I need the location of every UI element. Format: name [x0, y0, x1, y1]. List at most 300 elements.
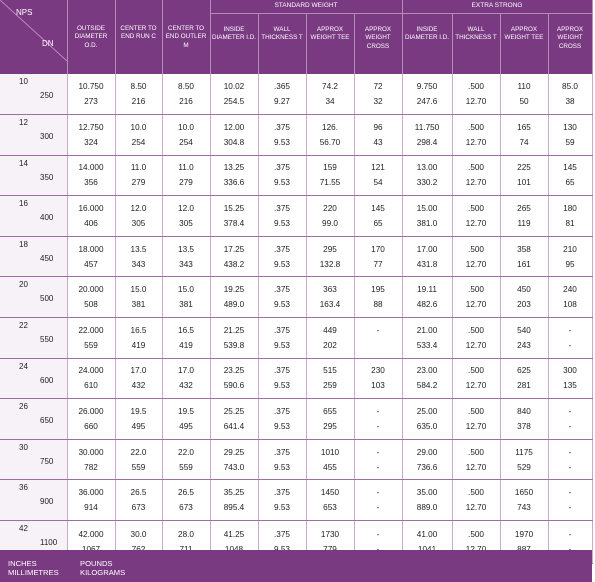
m-cell [162, 74, 210, 115]
od-cell [67, 399, 115, 440]
imperial-value: 17.0 [130, 366, 147, 376]
xcross-cell [548, 277, 592, 318]
metric-value: 559 [179, 462, 193, 472]
imperial-value: 170 [371, 244, 385, 254]
imperial-value: 17.25 [223, 244, 245, 254]
metric-value: 54 [373, 178, 383, 188]
imperial-value: .375 [274, 163, 290, 173]
table-row [0, 399, 592, 440]
xtee-cell [500, 358, 548, 399]
scross-cell [354, 74, 402, 115]
imperial-value: 42.000 [78, 530, 104, 540]
metric-value: 356 [84, 178, 98, 188]
od-cell [67, 155, 115, 196]
od-cell [67, 115, 115, 156]
metric-value: 482.6 [416, 300, 438, 310]
scross-cell [354, 196, 402, 237]
imperial-value: .500 [468, 488, 484, 498]
imperial-value: 24.000 [78, 366, 104, 376]
xid-cell [402, 155, 452, 196]
metric-value: 895.4 [223, 503, 245, 513]
m-cell [162, 115, 210, 156]
metric-value: 12.70 [465, 300, 487, 310]
xid-cell [402, 480, 452, 521]
imperial-value: 12.750 [78, 122, 104, 132]
xid-cell [402, 236, 452, 277]
metric-value: 743 [517, 503, 531, 513]
imperial-value: - [376, 488, 380, 498]
imperial-value: 110 [517, 82, 531, 92]
stee-cell [306, 196, 354, 237]
sid-cell [210, 155, 258, 196]
metric-value: 95 [565, 259, 575, 269]
imperial-value: 36.000 [78, 488, 104, 498]
imperial-value: 240 [563, 285, 577, 295]
imperial-value: 540 [517, 325, 531, 335]
xs-cross-header: APPROX WEIGHT CROSS [548, 14, 592, 75]
table-body [0, 74, 592, 564]
imperial-value: 25.00 [416, 407, 438, 417]
xcross-cell [548, 399, 592, 440]
imperial-value: .500 [468, 447, 484, 457]
swt-cell [258, 480, 306, 521]
imperial-value: 22.000 [78, 325, 104, 335]
dn-value: 650 [40, 416, 54, 426]
imperial-value: 22.0 [178, 447, 194, 457]
xcross-cell [548, 196, 592, 237]
metric-value: 610 [84, 381, 98, 391]
metric-value: 56.70 [319, 137, 341, 147]
m-cell [162, 236, 210, 277]
metric-value: 529 [517, 462, 531, 472]
imperial-value: 17.0 [178, 366, 194, 376]
metric-value: 304.8 [223, 137, 245, 147]
metric-value: 381.0 [416, 219, 438, 229]
imperial-value: 14.000 [78, 163, 104, 173]
xid-cell [402, 277, 452, 318]
nps-value: 26 [19, 402, 28, 412]
metric-value: 590.6 [223, 381, 245, 391]
standard-weight-header: STANDARD WEIGHT [210, 0, 402, 14]
stee-cell [306, 439, 354, 480]
dn-value: 750 [40, 456, 54, 466]
imperial-value: 1970 [514, 530, 534, 540]
imperial-value: 9.750 [416, 82, 438, 92]
table-row [0, 115, 592, 156]
size-cell [0, 358, 67, 399]
dn-label: DN [42, 39, 54, 48]
stee-cell [306, 236, 354, 277]
imperial-value: .375 [274, 447, 290, 457]
imperial-value: 210 [563, 244, 577, 254]
metric-value: 65 [373, 219, 383, 229]
dn-value: 250 [40, 91, 54, 100]
metric-value: 12.70 [465, 137, 487, 147]
xwt-cell [452, 196, 500, 237]
imperial-value: 35.00 [416, 488, 438, 498]
xwt-cell [452, 358, 500, 399]
dn-value: 350 [40, 172, 54, 182]
size-cell [0, 196, 67, 237]
metric-value: 455 [323, 462, 337, 472]
imperial-value: 11.0 [130, 163, 147, 173]
metric-value: 324 [84, 137, 98, 147]
xtee-cell [500, 236, 548, 277]
m-cell [162, 358, 210, 399]
stee-cell [306, 277, 354, 318]
stee-cell [306, 318, 354, 359]
m-cell [162, 480, 210, 521]
nps-value: 10 [19, 77, 28, 86]
metric-value: 9.53 [274, 300, 290, 310]
metric-value: 12.70 [465, 422, 487, 432]
metric-value: 495 [131, 422, 146, 432]
metric-value: 378 [517, 422, 531, 432]
xwt-cell [452, 439, 500, 480]
metric-value: 81 [565, 219, 575, 229]
swt-cell [258, 196, 306, 237]
metric-value: 432 [131, 381, 146, 391]
metric-value: - [568, 462, 572, 472]
metric-value: 12.70 [465, 381, 487, 391]
m-cell [162, 196, 210, 237]
xid-cell [402, 439, 452, 480]
imperial-value: 450 [517, 285, 531, 295]
metric-value: 438.2 [223, 259, 245, 269]
imperial-value: 515 [323, 366, 337, 376]
imperial-value: 85.0 [562, 82, 578, 92]
metric-value: 295 [323, 422, 337, 432]
xwt-cell [452, 399, 500, 440]
scross-cell [354, 439, 402, 480]
sid-cell [210, 236, 258, 277]
imperial-value: 26.5 [130, 488, 147, 498]
metric-value: 419 [131, 340, 146, 350]
c-cell [115, 358, 162, 399]
imperial-value: 19.11 [417, 285, 437, 295]
imperial-value: .500 [468, 366, 484, 376]
metric-value: 254 [179, 137, 193, 147]
inches-label: INCHES [8, 559, 37, 568]
imperial-value: .500 [468, 244, 484, 254]
m-cell [162, 439, 210, 480]
metric-value: 216 [179, 97, 193, 107]
xtee-cell [500, 480, 548, 521]
metric-value: 330.2 [416, 178, 438, 188]
xtee-cell [500, 399, 548, 440]
metric-value: 533.4 [416, 340, 438, 350]
pounds-label: POUNDS [80, 559, 113, 568]
m-cell [162, 155, 210, 196]
metric-value: 132.8 [319, 259, 341, 269]
metric-value: 74 [519, 137, 529, 147]
metric-value: 254.5 [223, 97, 245, 107]
imperial-value: 1450 [320, 488, 340, 498]
imperial-value: .500 [468, 407, 484, 417]
nps-value: 20 [19, 280, 28, 290]
imperial-value: .500 [468, 204, 484, 214]
imperial-value: 15.00 [416, 204, 438, 214]
metric-value: 59 [565, 137, 575, 147]
imperial-value: 15.0 [178, 285, 194, 295]
imperial-value: .375 [274, 407, 290, 417]
c-cell [115, 439, 162, 480]
xcross-cell [548, 236, 592, 277]
imperial-value: - [376, 325, 380, 335]
xtee-cell [500, 74, 548, 115]
c-cell [115, 196, 162, 237]
m-cell [162, 277, 210, 318]
scross-cell [354, 155, 402, 196]
dn-value: 500 [40, 294, 54, 304]
xcross-cell [548, 480, 592, 521]
swt-cell [258, 439, 306, 480]
imperial-value: 10.02 [223, 82, 245, 92]
metric-value: 9.53 [274, 219, 290, 229]
swt-cell [258, 277, 306, 318]
imperial-value: 16.5 [130, 325, 147, 335]
metric-value: 914 [84, 503, 98, 513]
metric-value: 203 [517, 300, 531, 310]
imperial-value: 26.5 [178, 488, 194, 498]
metric-value: 489.0 [223, 300, 245, 310]
imperial-value: 72 [373, 82, 383, 92]
metric-value: 343 [131, 259, 146, 269]
imperial-value: 300 [563, 366, 577, 376]
xwt-cell [452, 155, 500, 196]
nps-value: 16 [19, 199, 28, 209]
imperial-value: 1650 [514, 488, 534, 498]
xtee-cell [500, 277, 548, 318]
size-cell [0, 277, 67, 318]
imperial-value: 363 [323, 285, 337, 295]
size-cell [0, 155, 67, 196]
metric-value: 419 [179, 340, 193, 350]
imperial-value: 19.25 [223, 285, 245, 295]
metric-value: 336.6 [223, 178, 245, 188]
imperial-value: 17.00 [416, 244, 438, 254]
dn-value: 450 [40, 253, 54, 263]
sid-cell [210, 358, 258, 399]
imperial-value: 1175 [515, 447, 533, 457]
stee-cell [306, 358, 354, 399]
imperial-value: - [568, 407, 572, 417]
imperial-value: 225 [517, 163, 531, 173]
sid-cell [210, 318, 258, 359]
metric-value: 119 [517, 219, 531, 229]
xs-tee-header: APPROX WEIGHT TEE [500, 14, 548, 75]
dn-value: 400 [40, 213, 54, 223]
imperial-value: .500 [468, 285, 484, 295]
xid-cell [402, 74, 452, 115]
imperial-value: 11.750 [414, 122, 440, 132]
imperial-value: 13.25 [223, 163, 245, 173]
metric-value: 103 [371, 381, 385, 391]
xtee-cell [500, 196, 548, 237]
xcross-cell [548, 439, 592, 480]
metric-value: 12.70 [465, 219, 487, 229]
metric-value: - [376, 422, 380, 432]
imperial-value: 145 [371, 204, 385, 214]
metric-value: - [568, 340, 572, 350]
table-row [0, 439, 592, 480]
c-cell [115, 74, 162, 115]
imperial-value: 30.0 [130, 530, 147, 540]
swt-cell [258, 155, 306, 196]
metric-value: - [376, 462, 380, 472]
sid-cell [210, 480, 258, 521]
size-cell [0, 399, 67, 440]
scross-cell [354, 236, 402, 277]
std-cross-header: APPROX WEIGHT CROSS [354, 14, 402, 75]
metric-value: 243 [517, 340, 531, 350]
imperial-value: 12.0 [178, 204, 194, 214]
imperial-value: 74.2 [322, 82, 338, 92]
metric-value: 660 [84, 422, 98, 432]
xs-wall-header: WALL THICKNESS T [452, 14, 500, 75]
imperial-value: .365 [274, 82, 290, 92]
metric-value: - [376, 503, 380, 513]
imperial-value: .375 [274, 366, 290, 376]
metric-value: 508 [84, 300, 98, 310]
metric-value: 782 [84, 462, 98, 472]
dn-value: 300 [40, 132, 54, 142]
metric-value: 12.70 [465, 340, 487, 350]
sid-cell [210, 74, 258, 115]
c-cell [115, 277, 162, 318]
metric-value: - [568, 422, 572, 432]
metric-value: 65 [565, 178, 575, 188]
metric-value: 9.53 [274, 137, 290, 147]
table-row [0, 358, 592, 399]
m-cell [162, 318, 210, 359]
xcross-cell [548, 318, 592, 359]
imperial-value: 12.00 [223, 122, 245, 132]
size-cell [0, 480, 67, 521]
metric-value: 673 [179, 503, 193, 513]
imperial-value: 265 [517, 204, 531, 214]
xcross-cell [548, 155, 592, 196]
metric-value: 77 [373, 259, 383, 269]
weight-units [80, 559, 125, 577]
imperial-value: 11.0 [178, 163, 194, 173]
metric-value: 50 [519, 97, 529, 107]
imperial-value: 159 [323, 163, 337, 173]
size-cell [0, 236, 67, 277]
nps-value: 12 [19, 118, 28, 128]
dn-value: 600 [40, 375, 54, 385]
kilograms-label: KILOGRAMS [80, 568, 126, 577]
nps-label: NPS [16, 8, 33, 17]
metric-value: 9.53 [274, 340, 290, 350]
metric-value: 584.2 [416, 381, 438, 391]
imperial-value: - [376, 530, 380, 540]
xtee-cell [500, 318, 548, 359]
imperial-value: 28.0 [178, 530, 194, 540]
od-cell [67, 196, 115, 237]
nps-value: 24 [19, 361, 28, 371]
metric-value: 9.53 [274, 178, 290, 188]
imperial-value: 29.00 [416, 447, 438, 457]
metric-value: 281 [517, 381, 531, 391]
imperial-value: 18.000 [78, 244, 104, 254]
metric-value: 559 [131, 462, 146, 472]
xcross-cell [548, 115, 592, 156]
imperial-value: 21.25 [223, 325, 245, 335]
imperial-value: .375 [274, 204, 290, 214]
scross-cell [354, 358, 402, 399]
imperial-value: 449 [323, 325, 337, 335]
metric-value: 9.27 [274, 97, 290, 107]
imperial-value: 1730 [320, 530, 340, 540]
od-cell [67, 74, 115, 115]
table-row [0, 480, 592, 521]
imperial-value: 19.5 [130, 407, 147, 417]
imperial-value: 8.50 [178, 82, 194, 92]
metric-value: 736.6 [416, 462, 438, 472]
imperial-value: 20.000 [78, 285, 104, 295]
metric-value: 432 [179, 381, 193, 391]
metric-value: 298.4 [416, 137, 438, 147]
sid-cell [210, 399, 258, 440]
imperial-value: 1010 [320, 447, 340, 457]
stee-cell [306, 480, 354, 521]
c-cell [115, 399, 162, 440]
metric-value: 247.6 [416, 97, 438, 107]
imperial-value: 130 [563, 122, 577, 132]
metric-value: 43 [373, 137, 383, 147]
xcross-cell [548, 358, 592, 399]
metric-value: 71.55 [319, 178, 341, 188]
xwt-cell [452, 236, 500, 277]
imperial-value: 840 [517, 407, 531, 417]
metric-value: 101 [517, 178, 531, 188]
metric-value: 635.0 [416, 422, 438, 432]
metric-value: 32 [373, 97, 383, 107]
nps-dn-header [0, 0, 67, 74]
table-row [0, 277, 592, 318]
imperial-value: 29.25 [223, 447, 245, 457]
metric-value: 381 [179, 300, 193, 310]
od-cell [67, 236, 115, 277]
metric-value: 12.70 [465, 462, 487, 472]
imperial-value: 30.000 [78, 447, 104, 457]
metric-value: 254 [131, 137, 146, 147]
xwt-cell [452, 318, 500, 359]
metric-value: 9.53 [274, 422, 290, 432]
metric-value: 273 [84, 97, 98, 107]
nps-value: 18 [19, 239, 28, 249]
imperial-value: 295 [323, 244, 337, 254]
xwt-cell [452, 277, 500, 318]
stee-cell [306, 74, 354, 115]
metric-value: 431.8 [416, 259, 438, 269]
imperial-value: 19.5 [178, 407, 194, 417]
metric-value: 305 [131, 219, 146, 229]
sid-cell [210, 439, 258, 480]
nps-value: 36 [19, 483, 28, 493]
imperial-value: 121 [371, 163, 385, 173]
m-cell [162, 399, 210, 440]
metric-value: 9.53 [274, 381, 290, 391]
swt-cell [258, 318, 306, 359]
imperial-value: 21.00 [416, 325, 438, 335]
length-units [8, 559, 59, 577]
metric-value: 495 [179, 422, 193, 432]
nps-value: 30 [19, 442, 28, 452]
c-cell [115, 115, 162, 156]
xid-cell [402, 196, 452, 237]
